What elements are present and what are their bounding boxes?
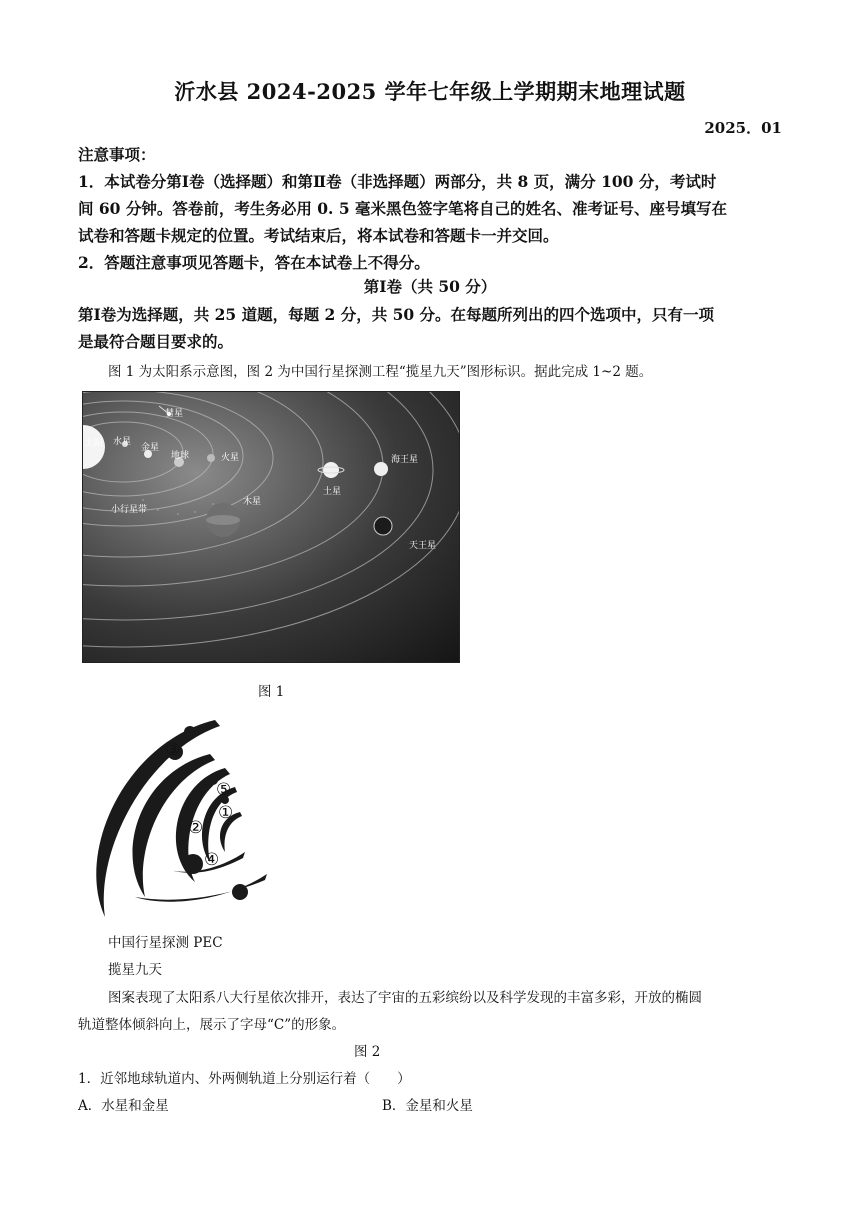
label-sun: 太阳 [85,439,104,449]
page-title: 沂水县 2024-2025 学年七年级上学期期末地理试题 [174,79,686,104]
section-desc: 是最符合题目要求的。 [78,332,234,351]
label-venus: 金星 [141,443,160,453]
question-1-option-b: B．金星和火星 [382,1098,473,1114]
label-mercury: 水星 [113,437,132,447]
notice-heading: 注意事项： [78,145,156,164]
label-asteroid-belt: 小行星带 [111,505,148,515]
marker-4: ④ [204,850,220,870]
label-earth: 地球 [171,451,190,461]
marker-3: ③ [165,740,181,760]
label-comet: 彗星 [165,409,184,419]
notice-line: 1．本试卷分第Ⅰ卷（选择题）和第Ⅱ卷（非选择题）两部分，共 8 页，满分 100 分，考试时 [78,172,717,191]
label-mars: 火星 [221,453,240,463]
label-neptune: 海王星 [391,455,419,465]
marker-5: ⑤ [216,780,232,800]
marker-2: ② [188,818,204,838]
section-title: 第Ⅰ卷（共 50 分） [363,277,497,296]
question-1-stem: 1．近邻地球轨道内、外两侧轨道上分别运行着（ ） [78,1071,411,1087]
solar-system-figure [82,391,460,663]
figure2-desc: 轨道整体倾斜向上，展示了字母“C”的形象。 [78,1017,346,1033]
notice-line: 2．答题注意事项见答题卡，答在本试卷上不得分。 [78,253,430,272]
marker-1: ① [218,803,234,823]
pec-logo-graphic [85,712,280,922]
intro-text: 图 1 为太阳系示意图，图 2 为中国行星探测工程“揽星九天”图形标识。据此完成 1~2 题。 [108,364,653,380]
section-desc: 第Ⅰ卷为选择题，共 25 道题，每题 2 分，共 50 分。在每题所列出的四个选项中，只有一项 [78,305,715,324]
question-1-option-a: A．水星和金星 [78,1098,169,1114]
label-saturn: 土星 [323,487,342,497]
label-uranus: 天王星 [409,541,437,551]
logo-text-pec: 中国行星探测 PEC [108,935,223,951]
figure2-desc: 图案表现了太阳系八大行星依次排开，表达了宇宙的五彩缤纷以及科学发现的丰富多彩，开放的椭圆 [108,990,702,1006]
notice-line: 试卷和答题卡规定的位置。考试结束后，将本试卷和答题卡一并交回。 [78,226,559,245]
notice-line: 间 60 分钟。答卷前，考生务必用 0. 5 毫米黑色签字笔将自己的姓名、准考证号、座号填写在 [78,199,728,218]
exam-date: 2025．01 [704,119,782,137]
figure1-caption: 图 1 [258,684,285,700]
figure2-caption: 图 2 [354,1044,381,1060]
label-jupiter: 木星 [243,497,262,507]
logo-text-name: 揽星九天 [108,962,162,978]
